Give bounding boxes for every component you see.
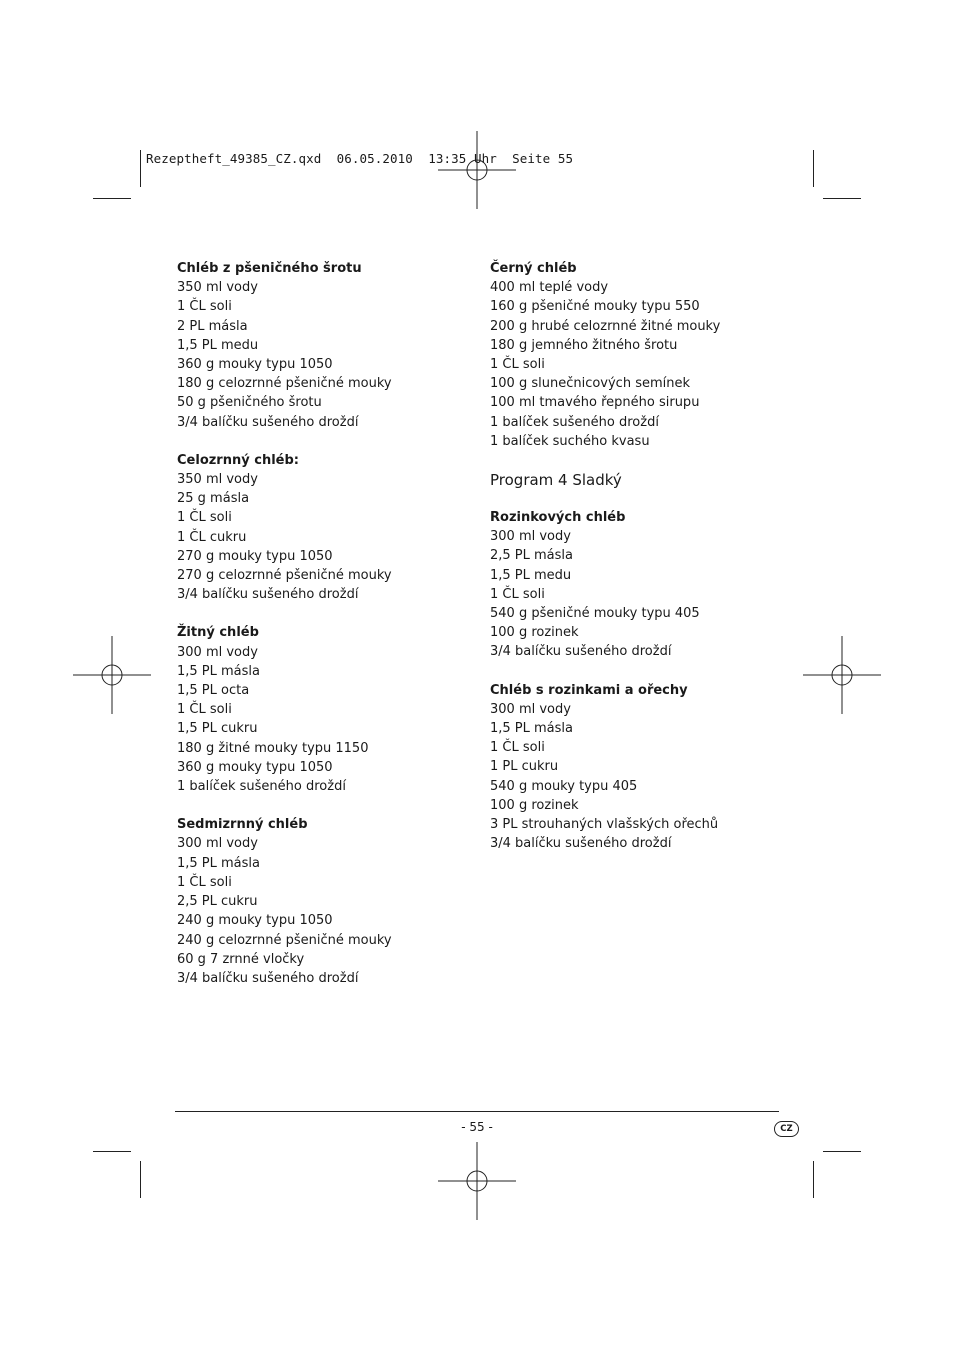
ingredient-line: 25 g másla bbox=[177, 491, 250, 507]
recipe bbox=[177, 259, 467, 432]
crop-mark bbox=[93, 198, 131, 199]
recipe-title: Černý chléb bbox=[490, 261, 577, 276]
crop-mark bbox=[823, 1151, 861, 1152]
ingredient-line: 1,5 PL octa bbox=[177, 683, 250, 699]
ingredient-line: 270 g mouky typu 1050 bbox=[177, 548, 333, 564]
ingredient-line: 240 g celozrnné pšeničné mouky bbox=[177, 932, 392, 948]
crop-mark bbox=[813, 1161, 814, 1198]
ingredient-line: 360 g mouky typu 1050 bbox=[177, 357, 333, 373]
ingredient-line: 1,5 PL másla bbox=[177, 663, 261, 679]
ingredient-line: 270 g celozrnné pšeničné mouky bbox=[177, 568, 392, 584]
ingredient-line: 540 g mouky typu 405 bbox=[490, 778, 638, 794]
ingredient-line: 3/4 balíčku sušeného droždí bbox=[177, 970, 359, 986]
page-number: - 55 - bbox=[461, 1120, 493, 1134]
crop-mark bbox=[813, 150, 814, 187]
language-badge: CZ bbox=[774, 1121, 799, 1137]
recipe-title: Žitný chléb bbox=[177, 625, 259, 641]
ingredient-line: 2,5 PL cukru bbox=[177, 894, 258, 910]
recipe bbox=[177, 451, 467, 605]
slug-filename: Rezeptheft_49385_CZ.qxd bbox=[146, 151, 322, 166]
registration-mark-icon bbox=[803, 636, 881, 714]
ingredient-line: 350 ml vody bbox=[177, 472, 258, 488]
right-column bbox=[490, 259, 790, 872]
ingredient-line: 360 g mouky typu 1050 bbox=[177, 759, 333, 775]
footer-rule bbox=[175, 1111, 779, 1112]
recipe bbox=[490, 259, 790, 451]
crop-mark bbox=[823, 198, 861, 199]
ingredient-line: 180 g jemného žitného šrotu bbox=[490, 337, 678, 353]
ingredient-line: 300 ml vody bbox=[490, 701, 571, 717]
ingredient-line: 3/4 balíčku sušeného droždí bbox=[177, 414, 359, 430]
program-heading: Program 4 Sladký bbox=[490, 471, 622, 490]
ingredient-line: 1,5 PL medu bbox=[177, 337, 259, 353]
ingredient-line: 1 balíček suchého kvasu bbox=[490, 433, 650, 449]
registration-mark-icon bbox=[73, 636, 151, 714]
ingredient-line: 1 balíček sušeného droždí bbox=[490, 414, 659, 430]
ingredient-line: 100 g slunečnicových semínek bbox=[490, 376, 691, 392]
ingredient-line: 3/4 balíčku sušeného droždí bbox=[490, 836, 672, 852]
crop-mark bbox=[140, 150, 141, 187]
ingredient-line: 1 ČL soli bbox=[490, 586, 545, 602]
ingredient-line: 1 ČL soli bbox=[177, 299, 232, 315]
ingredient-line: 1 PL cukru bbox=[490, 759, 559, 775]
ingredient-line: 180 g žitné mouky typu 1150 bbox=[177, 740, 369, 756]
recipe bbox=[490, 681, 790, 854]
ingredient-line: 180 g celozrnné pšeničné mouky bbox=[177, 376, 392, 392]
recipe bbox=[177, 623, 467, 796]
recipe-title: Chléb z pšeničného šrotu bbox=[177, 261, 362, 276]
ingredient-line: 100 ml tmavého řepného sirupu bbox=[490, 395, 700, 411]
ingredient-line: 1 ČL soli bbox=[177, 874, 232, 890]
ingredient-line: 1 ČL soli bbox=[490, 357, 545, 373]
ingredient-line: 350 ml vody bbox=[177, 280, 258, 296]
ingredient-line: 50 g pšeničného šrotu bbox=[177, 395, 322, 411]
ingredient-line: 2,5 PL másla bbox=[490, 548, 574, 564]
ingredient-line: 3/4 balíčku sušeného droždí bbox=[177, 587, 359, 603]
recipe-title: Chléb s rozinkami a ořechy bbox=[490, 682, 688, 698]
ingredient-line: 1 ČL cukru bbox=[177, 529, 247, 545]
ingredient-line: 60 g 7 zrnné vločky bbox=[177, 951, 305, 967]
recipe bbox=[490, 508, 790, 662]
ingredient-line: 1 ČL soli bbox=[177, 510, 232, 526]
ingredient-line: 3 PL strouhaných vlašských ořechů bbox=[490, 817, 719, 833]
ingredient-line: 300 ml vody bbox=[490, 529, 571, 545]
ingredient-line: 1 ČL soli bbox=[490, 740, 545, 756]
ingredient-line: 1,5 PL medu bbox=[490, 567, 572, 583]
ingredient-line: 300 ml vody bbox=[177, 644, 258, 660]
ingredient-line: 1,5 PL cukru bbox=[177, 721, 258, 737]
ingredient-line: 160 g pšeničné mouky typu 550 bbox=[490, 299, 700, 315]
ingredient-line: 1 balíček sušeného droždí bbox=[177, 779, 346, 795]
recipe-title: Rozinkových chléb bbox=[490, 510, 626, 526]
ingredient-line: 1,5 PL másla bbox=[177, 855, 261, 871]
ingredient-line: 1,5 PL másla bbox=[490, 721, 574, 737]
ingredient-line: 200 g hrubé celozrnné žitné mouky bbox=[490, 318, 721, 334]
left-column bbox=[177, 259, 467, 1007]
crop-mark bbox=[140, 1161, 141, 1198]
crop-mark bbox=[93, 1151, 131, 1152]
recipe bbox=[177, 815, 467, 988]
ingredient-line: 100 g rozinek bbox=[490, 625, 579, 641]
ingredient-line: 2 PL másla bbox=[177, 318, 248, 334]
ingredient-line: 240 g mouky typu 1050 bbox=[177, 913, 333, 929]
slug-date: 06.05.2010 bbox=[336, 151, 413, 166]
registration-mark-icon bbox=[438, 1142, 516, 1220]
slug-page-label: Seite 55 bbox=[512, 151, 574, 166]
ingredient-line: 540 g pšeničné mouky typu 405 bbox=[490, 606, 700, 622]
recipe-title: Sedmizrnný chléb bbox=[177, 817, 308, 833]
ingredient-line: 300 ml vody bbox=[177, 836, 258, 852]
slug-time: 13:35 Uhr bbox=[428, 151, 497, 166]
recipe-title: Celozrnný chléb: bbox=[177, 452, 299, 468]
registration-mark-icon bbox=[438, 131, 516, 209]
ingredient-line: 3/4 balíčku sušeného droždí bbox=[490, 644, 672, 660]
ingredient-line: 400 ml teplé vody bbox=[490, 280, 609, 296]
ingredient-line: 1 ČL soli bbox=[177, 702, 232, 718]
ingredient-line: 100 g rozinek bbox=[490, 797, 579, 813]
